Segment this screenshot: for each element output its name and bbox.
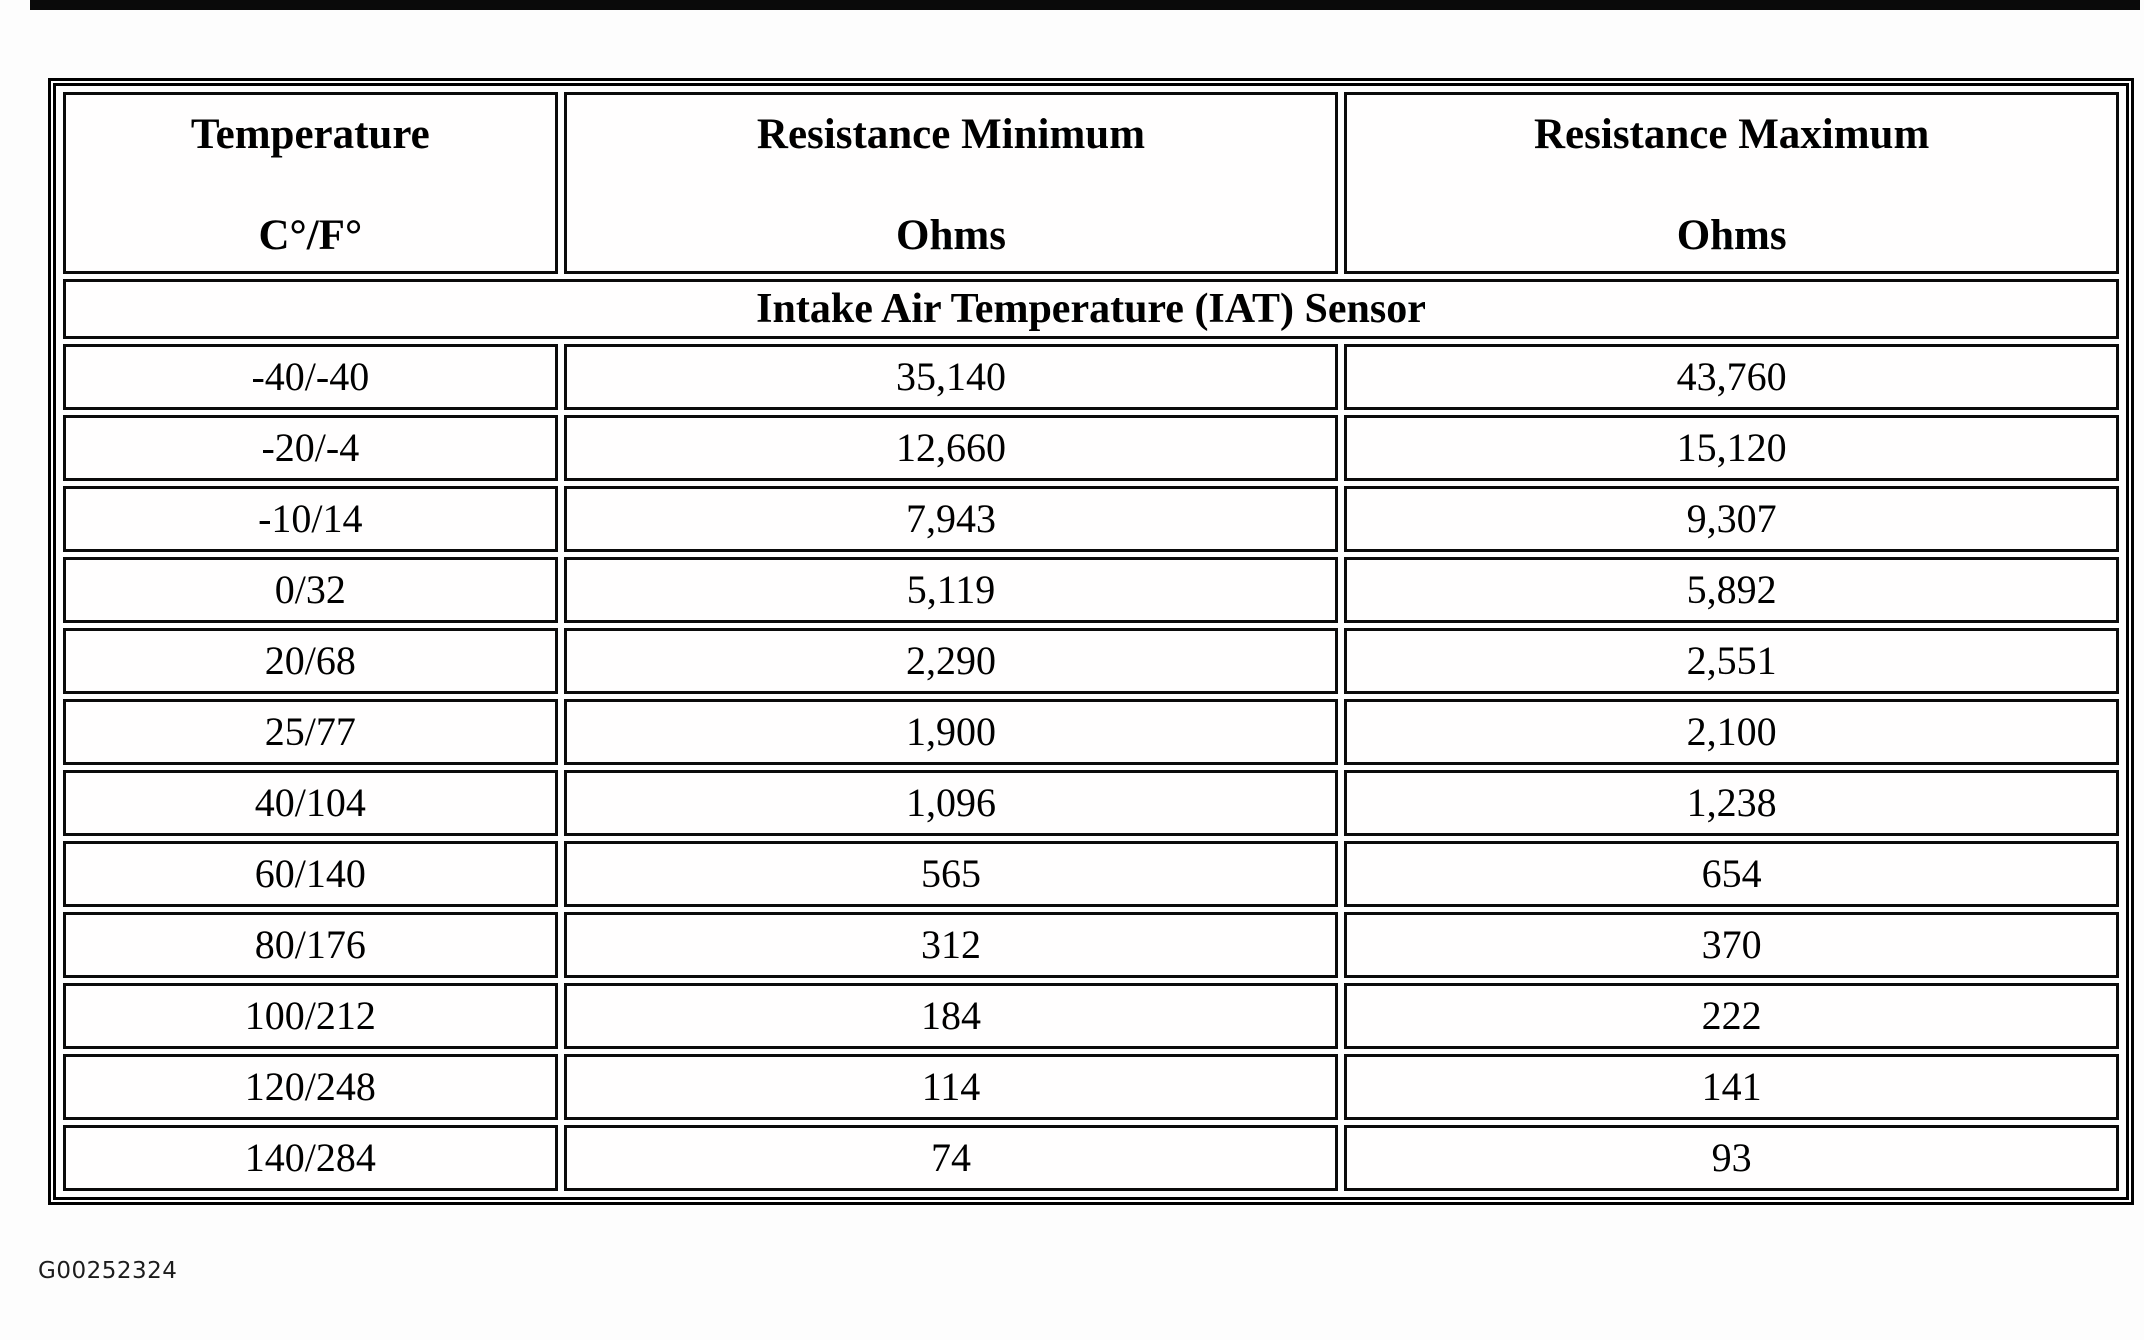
table-row xyxy=(63,1125,2119,1191)
iat-table xyxy=(57,87,2125,1196)
resistance-min-cell: 184 xyxy=(564,983,1339,1049)
table-row xyxy=(63,557,2119,623)
resistance-max-cell: 370 xyxy=(1344,912,2119,978)
temperature-cell: 100/212 xyxy=(63,983,558,1049)
resistance-min-cell: 114 xyxy=(564,1054,1339,1120)
resistance-min-cell: 74 xyxy=(564,1125,1339,1191)
resistance-max-cell: 141 xyxy=(1344,1054,2119,1120)
temperature-cell: -20/-4 xyxy=(63,415,558,481)
header-resistance-min xyxy=(564,92,1339,274)
resistance-max-cell: 1,238 xyxy=(1344,770,2119,836)
table-body xyxy=(63,92,2119,1191)
table-row xyxy=(63,770,2119,836)
temperature-cell: 80/176 xyxy=(63,912,558,978)
table-row xyxy=(63,841,2119,907)
resistance-min-cell: 565 xyxy=(564,841,1339,907)
resistance-min-cell: 2,290 xyxy=(564,628,1339,694)
resistance-max-cell: 222 xyxy=(1344,983,2119,1049)
temperature-cell: 140/284 xyxy=(63,1125,558,1191)
header-temperature xyxy=(63,92,558,274)
figure-id: G00252324 xyxy=(38,1258,178,1284)
resistance-min-cell: 35,140 xyxy=(564,344,1339,410)
table-row xyxy=(63,1054,2119,1120)
header-resistance-min-unit: Ohms xyxy=(896,211,1006,259)
section-title: Intake Air Temperature (IAT) Sensor xyxy=(63,279,2119,339)
resistance-min-cell: 12,660 xyxy=(564,415,1339,481)
resistance-max-cell: 654 xyxy=(1344,841,2119,907)
header-row xyxy=(63,92,2119,274)
resistance-max-cell: 2,100 xyxy=(1344,699,2119,765)
table-row xyxy=(63,983,2119,1049)
resistance-max-cell: 2,551 xyxy=(1344,628,2119,694)
temperature-cell: -10/14 xyxy=(63,486,558,552)
table-row xyxy=(63,486,2119,552)
temperature-cell: 25/77 xyxy=(63,699,558,765)
table-row xyxy=(63,699,2119,765)
temperature-cell: 40/104 xyxy=(63,770,558,836)
table-row xyxy=(63,628,2119,694)
header-resistance-max-title: Resistance Maximum xyxy=(1534,111,1930,158)
iat-resistance-table xyxy=(48,78,2134,1205)
temperature-cell: -40/-40 xyxy=(63,344,558,410)
resistance-max-cell: 9,307 xyxy=(1344,486,2119,552)
table-row xyxy=(63,912,2119,978)
header-resistance-max xyxy=(1344,92,2119,274)
table-row xyxy=(63,415,2119,481)
temperature-cell: 0/32 xyxy=(63,557,558,623)
header-resistance-min-title: Resistance Minimum xyxy=(756,111,1146,158)
resistance-max-cell: 5,892 xyxy=(1344,557,2119,623)
header-temperature-unit: C°/F° xyxy=(258,211,363,259)
header-resistance-max-unit: Ohms xyxy=(1676,211,1787,259)
resistance-min-cell: 312 xyxy=(564,912,1339,978)
temperature-cell: 60/140 xyxy=(63,841,558,907)
resistance-min-cell: 1,900 xyxy=(564,699,1339,765)
table-row xyxy=(63,344,2119,410)
resistance-max-cell: 43,760 xyxy=(1344,344,2119,410)
section-row xyxy=(63,279,2119,339)
header-temperature-title: Temperature xyxy=(190,111,430,158)
scan-artifact-bar xyxy=(30,0,2140,10)
resistance-min-cell: 7,943 xyxy=(564,486,1339,552)
temperature-cell: 20/68 xyxy=(63,628,558,694)
resistance-min-cell: 1,096 xyxy=(564,770,1339,836)
temperature-cell: 120/248 xyxy=(63,1054,558,1120)
resistance-min-cell: 5,119 xyxy=(564,557,1339,623)
resistance-max-cell: 93 xyxy=(1344,1125,2119,1191)
resistance-max-cell: 15,120 xyxy=(1344,415,2119,481)
